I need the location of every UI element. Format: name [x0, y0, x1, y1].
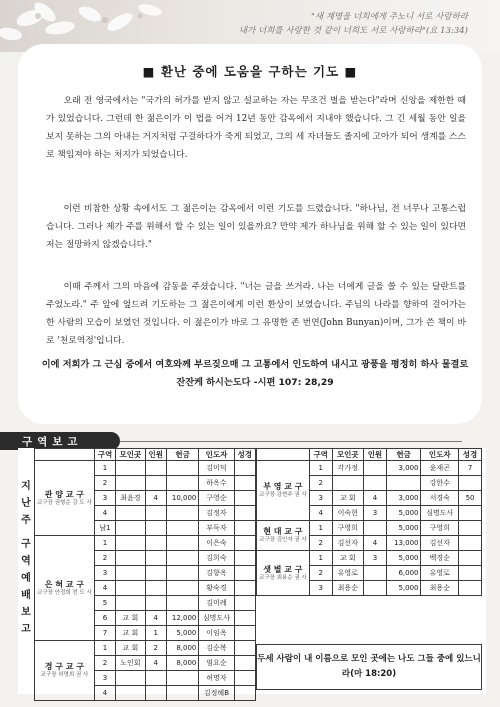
- table-cell: 4: [364, 491, 387, 506]
- table-cell: 8,000: [166, 656, 198, 671]
- table-cell: 8,000: [166, 641, 198, 656]
- table-cell: [234, 536, 255, 551]
- group-name-cell: [257, 521, 310, 551]
- district-report: [18, 448, 486, 697]
- table-cell: [459, 566, 482, 581]
- group-name: 경 구 교 구: [44, 662, 85, 671]
- table-cell: 김선자: [332, 536, 363, 551]
- table-cell: [459, 536, 482, 551]
- table-cell: 김선자: [421, 536, 459, 551]
- table-row: [257, 551, 482, 566]
- column-header: 모인곳: [116, 449, 145, 461]
- table-cell: [145, 596, 166, 611]
- report-note: 두세 사람이 내 이름으로 모인 곳에는 나도 그들 중에 있느니라(마 18:20): [256, 644, 482, 690]
- table-cell: [234, 611, 255, 626]
- table-cell: 교 회: [116, 641, 145, 656]
- table-cell: [234, 671, 255, 686]
- table-cell: [145, 581, 166, 596]
- table-cell: 김정혜B: [199, 686, 234, 701]
- table-cell: 허명자: [199, 671, 234, 686]
- table-row: [35, 536, 256, 551]
- table-cell: 7: [94, 626, 115, 641]
- table-cell: 이숙현: [332, 506, 363, 521]
- table-cell: [116, 581, 145, 596]
- table-cell: 심명도사: [199, 611, 234, 626]
- table-cell: [116, 536, 145, 551]
- table-cell: 1: [309, 551, 332, 566]
- table-cell: [166, 566, 198, 581]
- table-cell: [116, 521, 145, 536]
- table-cell: [166, 536, 198, 551]
- table-cell: 최용순: [421, 581, 459, 596]
- table-cell: [364, 461, 387, 476]
- table-cell: [166, 476, 198, 491]
- table-cell: [166, 671, 198, 686]
- side-label-last-week: [18, 478, 34, 529]
- table-cell: 4: [364, 536, 387, 551]
- table-cell: [234, 476, 255, 491]
- table-cell: 3: [94, 491, 115, 506]
- table-cell: [116, 506, 145, 521]
- table-cell: 13,000: [386, 536, 421, 551]
- table-cell: [116, 476, 145, 491]
- group-name-cell: [35, 461, 95, 536]
- column-header: 인도자: [199, 449, 234, 461]
- table-cell: [166, 506, 198, 521]
- article-paragraph-3: 이때 주께서 그의 마음에 감동을 주셨습니다. "너는 글을 쓰거라. 나는 너에게 글을 쓸 수 있는 달란트를 주었노라." 주 앞에 엎드려 기도하는 그 젊은이에게 이런 환상이 보였습니다. 주님의 나라를 향하여 걸어가는 한 사람의 모습이 보였던 것입니다. 이 젊은이가 바로 그 유명한 존 번연(John Bunyan)이며, 그가 쓴 책이 바로 '천로역정'입니다.: [46, 282, 466, 346]
- group-leader: 교구장 권형순 강 도 사: [37, 499, 92, 506]
- table-cell: [166, 551, 198, 566]
- group-leader: 교구장 최용순 권 사: [259, 574, 307, 581]
- column-header: 성경: [234, 449, 255, 461]
- table-cell: [459, 521, 482, 536]
- column-header: 구역: [94, 449, 115, 461]
- table-cell: [116, 596, 145, 611]
- side-label-text-2: 구역예배보고: [21, 539, 31, 635]
- table-cell: 6: [94, 611, 115, 626]
- table-cell: 4: [309, 506, 332, 521]
- table-cell: [145, 461, 166, 476]
- table-cell: [386, 476, 421, 491]
- article-title: ■ 환난 중에 도움을 구하는 기도 ■: [142, 64, 358, 79]
- table-cell: [145, 536, 166, 551]
- table-cell: [145, 506, 166, 521]
- table-header-row: [35, 449, 256, 461]
- column-header: 인원: [364, 449, 387, 461]
- table-row: [257, 461, 482, 476]
- group-leader: 교구장 김인자 권 사: [259, 537, 307, 543]
- table-cell: 김순복: [199, 641, 234, 656]
- table-cell: [145, 686, 166, 701]
- table-cell: 1: [94, 461, 115, 476]
- table-cell: 교 회: [116, 611, 145, 626]
- table-cell: [116, 551, 145, 566]
- table-cell: 3: [309, 491, 332, 506]
- group-name: 은 혀 교 구: [44, 579, 85, 589]
- table-cell: 6,000: [386, 566, 421, 581]
- table-cell: 4: [145, 611, 166, 626]
- report-section-tag: 구역보고: [0, 432, 120, 450]
- table-cell: 윤재곤: [421, 461, 459, 476]
- table-cell: [116, 686, 145, 701]
- table-cell: 하옥수: [199, 476, 234, 491]
- table-cell: 서경숙: [421, 491, 459, 506]
- header-group-cell: [257, 449, 310, 461]
- table-cell: 4: [94, 506, 115, 521]
- table-cell: 4: [94, 686, 115, 701]
- column-header: 헌금: [386, 449, 421, 461]
- side-label-worship-report: [18, 536, 34, 638]
- table-cell: 최윤경: [116, 491, 145, 506]
- article-paragraph-1: 오래 전 영국에서는 "국가의 허가를 받지 않고 설교하는 자는 무조건 벌을 받는다"라며 신앙을 제한한 때가 있었습니다. 그런데 한 젊은이가 이 법을 어겨 12년 동안 감옥에서 지내야 했습니다. 그 긴 세월 동안 일을 보지 못하는 그의 아내는 거지처럼 구걸하다가 죽게 되었고, 그의 세 자녀들도 졸지에 고아가 되어 생계를 스스로 책임져야 하는 처지가 되었습니다.: [46, 96, 466, 160]
- table-cell: 5,000: [386, 581, 421, 596]
- table-cell: 3: [94, 566, 115, 581]
- table-cell: 각가정: [332, 461, 363, 476]
- column-header: 모인곳: [332, 449, 363, 461]
- table-cell: [459, 476, 482, 491]
- table-cell: 교 회: [332, 491, 363, 506]
- table-cell: [364, 566, 387, 581]
- table-cell: [364, 581, 387, 596]
- table-cell: [145, 521, 166, 536]
- table-cell: 3,000: [386, 491, 421, 506]
- table-cell: [234, 626, 255, 641]
- table-cell: 4: [145, 656, 166, 671]
- table-cell: 2: [309, 536, 332, 551]
- table-cell: [234, 521, 255, 536]
- table-cell: [234, 551, 255, 566]
- table-cell: [234, 641, 255, 656]
- group-name: 현 대 교 구: [263, 527, 303, 536]
- table-cell: 백경순: [421, 551, 459, 566]
- table-cell: 1: [94, 536, 115, 551]
- table-cell: 1: [309, 521, 332, 536]
- table-cell: [234, 581, 255, 596]
- table-cell: [234, 596, 255, 611]
- table-cell: 12,000: [166, 611, 198, 626]
- table-cell: [166, 686, 198, 701]
- column-header: 성경: [459, 449, 482, 461]
- left-report-table: [34, 448, 256, 701]
- table-cell: 2: [94, 551, 115, 566]
- column-header: 인도자: [421, 449, 459, 461]
- column-header: 인원: [145, 449, 166, 461]
- table-cell: [166, 581, 198, 596]
- table-cell: 구영희: [332, 521, 363, 536]
- table-cell: 3: [309, 581, 332, 596]
- table-cell: 유영로: [332, 566, 363, 581]
- table-cell: 2: [94, 476, 115, 491]
- table-cell: [116, 671, 145, 686]
- group-name-cell: [257, 461, 310, 521]
- table-cell: 김희숙: [199, 551, 234, 566]
- table-cell: 남1: [94, 521, 115, 536]
- table-cell: 황숙경: [199, 581, 234, 596]
- group-name-cell: [35, 536, 95, 641]
- table-cell: [234, 566, 255, 581]
- group-name-cell: [35, 641, 95, 701]
- table-cell: 3,000: [386, 461, 421, 476]
- table-cell: [116, 461, 145, 476]
- table-cell: [332, 476, 363, 491]
- table-row: [35, 461, 256, 476]
- table-cell: 유영로: [421, 566, 459, 581]
- table-cell: [459, 506, 482, 521]
- table-cell: [364, 521, 387, 536]
- table-cell: 2: [94, 656, 115, 671]
- table-cell: 4: [94, 581, 115, 596]
- table-cell: [145, 566, 166, 581]
- table-cell: 1: [309, 461, 332, 476]
- group-leader: 교구장 안정희 전 도 사: [37, 589, 92, 596]
- table-cell: 구영순: [199, 491, 234, 506]
- table-cell: [459, 581, 482, 596]
- closing-verse: 이에 저희가 그 근심 중에서 여호와께 부르짖으매 그 고통에서 인도하여 내시고 광풍을 평정히 하사 물결로 잔잔케 하시는도다 -시편 107: 28,29: [41, 359, 469, 388]
- table-cell: 최용순: [332, 581, 363, 596]
- side-label-text: 지난주: [21, 481, 31, 526]
- table-cell: [166, 596, 198, 611]
- table-cell: [234, 506, 255, 521]
- table-cell: 구영희: [421, 521, 459, 536]
- banner-verse: [228, 10, 468, 38]
- table-cell: 김향옥: [199, 566, 234, 581]
- table-cell: 5: [94, 596, 115, 611]
- group-name: 부 영 교 구: [263, 482, 303, 491]
- table-cell: [145, 476, 166, 491]
- table-cell: 강한수: [421, 476, 459, 491]
- table-cell: [234, 656, 255, 671]
- banner-verse-line1: "새 계명을 너희에게 주노니 서로 사랑하라: [310, 12, 468, 22]
- table-cell: 부득자: [199, 521, 234, 536]
- table-cell: 김미덕: [199, 461, 234, 476]
- table-cell: [166, 461, 198, 476]
- table-cell: 교 회: [332, 551, 363, 566]
- column-header: 구역: [309, 449, 332, 461]
- table-cell: 5,000: [386, 506, 421, 521]
- table-cell: 2: [309, 566, 332, 581]
- report-divider: [120, 441, 462, 442]
- table-cell: 5,000: [386, 551, 421, 566]
- table-cell: [234, 491, 255, 506]
- table-cell: [364, 476, 387, 491]
- table-cell: [145, 671, 166, 686]
- table-cell: [166, 521, 198, 536]
- table-cell: 이은숙: [199, 536, 234, 551]
- group-name: 샛 별 교 구: [263, 564, 303, 574]
- table-cell: 5,000: [166, 626, 198, 641]
- table-cell: 3: [364, 506, 387, 521]
- table-cell: 3: [364, 551, 387, 566]
- table-cell: 4: [145, 491, 166, 506]
- table-cell: 2: [309, 476, 332, 491]
- table-cell: [234, 686, 255, 701]
- table-cell: 5,000: [386, 521, 421, 536]
- table-cell: 염요순: [199, 656, 234, 671]
- table-cell: 7: [459, 461, 482, 476]
- table-cell: [234, 461, 255, 476]
- group-leader: 교구장 허명희 권 사: [40, 672, 89, 678]
- table-cell: 교 회: [116, 626, 145, 641]
- table-cell: 1: [145, 626, 166, 641]
- table-cell: 심명도사: [421, 506, 459, 521]
- table-header-row: [257, 449, 482, 461]
- right-report-table: [256, 448, 482, 596]
- article-paragraph-2: 이런 비참한 상황 속에서도 그 젊은이는 감옥에서 이런 기도를 드렸습니다. "하나님, 전 너무나 고통스럽습니다. 그러나 제가 주를 위해서 할 수 있는 일이 있을까요? 만약 제가 하나님을 위해 할 수 있는 일이 있다면 저는 절망하지 않겠습니다.": [46, 204, 466, 250]
- table-cell: [116, 566, 145, 581]
- table-cell: [145, 551, 166, 566]
- table-cell: 노인회: [116, 656, 145, 671]
- table-cell: 1: [94, 641, 115, 656]
- banner-verse-line2: 내가 너희를 사랑한 것 같이 너희도 서로 사랑하라"(요 13:34): [238, 26, 468, 36]
- column-header: 헌금: [166, 449, 198, 461]
- group-name-cell: [257, 551, 310, 596]
- table-cell: 10,000: [166, 491, 198, 506]
- table-cell: 50: [459, 491, 482, 506]
- table-row: [35, 641, 256, 656]
- table-row: [257, 521, 482, 536]
- table-cell: 3: [94, 671, 115, 686]
- article-card: [18, 44, 482, 424]
- table-cell: 이임옥: [199, 626, 234, 641]
- group-name: 관 양 교 구: [44, 489, 85, 499]
- table-cell: [459, 551, 482, 566]
- table-cell: 김미례: [199, 596, 234, 611]
- header-group-cell: [35, 449, 95, 461]
- table-cell: 2: [145, 641, 166, 656]
- group-leader: 교구장 강현주 권 사: [259, 492, 307, 498]
- table-cell: 김정자: [199, 506, 234, 521]
